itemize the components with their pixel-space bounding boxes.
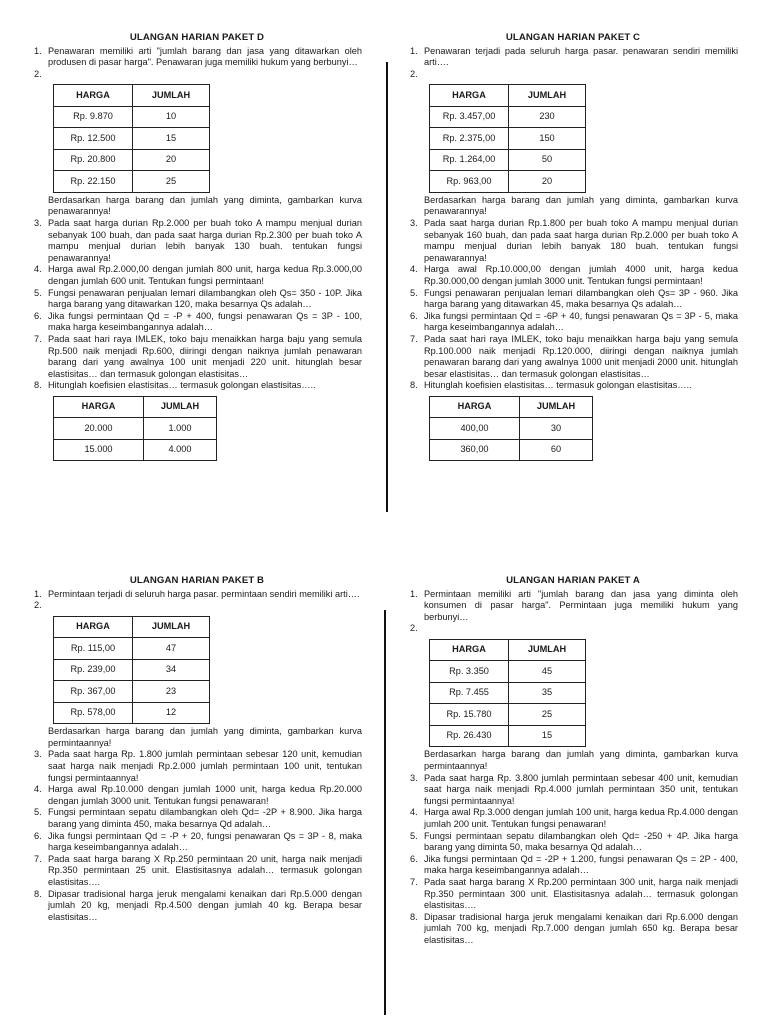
table-row: Rp. 15.780 25: [430, 704, 586, 726]
table-row: Rp. 367,00 23: [54, 681, 210, 703]
question-4: 4. Harga awal Rp.10.000,00 dengan jumlah 4000 unit, harga kedua Rp.30.000,00 dengan jumlah 3000 unit. Tentukan fungsi permintaan!: [410, 264, 738, 287]
question-3: 3. Pada saat harga Rp. 1.800 jumlah permintaan sebesar 120 unit, kemudian saat harga naik menjadi Rp.2.000 jumlah permintaan 100 unit, tentukan fungsi permintaannya!: [34, 749, 362, 783]
paper-title: ULANGAN HARIAN PAKET B: [129, 575, 265, 586]
question-1: 1. Penawaran memiliki arti "jumlah barang dan jasa yang ditawarkan oleh produsen di pasar harga". Penawaran juga memiliki hukum yang berbunyi…: [34, 45, 362, 68]
table-row: Rp. 2.375,00 150: [430, 128, 586, 150]
table-row: Rp. 1.264,00 50: [430, 149, 586, 171]
paket-b: [32, 575, 362, 923]
question-3: 3. Pada saat harga durian Rp.2.000 per buah toko A mampu menjual durian sebanyak 100 buah, dan pada saat harga durian Rp.2.300 per buah toko A mampu menjual durian lebih banyak 130 buah. tentukan fungsi penawarannya!: [34, 218, 362, 263]
table-row: Rp. 26.430 15: [430, 725, 586, 747]
question-4: 4. Harga awal Rp.2.000,00 dengan jumlah 800 unit, harga kedua Rp.3.000,00 dengan jumlah 600 unit. Tentukan fungsi permintaan!: [34, 264, 362, 287]
paper-title: ULANGAN HARIAN PAKET A: [506, 575, 640, 586]
question-4: 4. Harga awal Rp.3.000 dengan jumlah 100 unit, harga kedua Rp.4.000 dengan jumlah 200 unit. Tentukan fungsi penawaran!: [410, 807, 738, 830]
question-2: 2. HARGA JUMLAH Rp. 3.350 45 Rp. 7.455 35 Rp. 15.780 25 Rp. 26.430 15 Berdasarkan harga barang dan jumlah yang diminta, gambarkan kurva permintaannya!: [410, 623, 738, 772]
question-2: 2. HARGA JUMLAH Rp. 115,00 47 Rp. 239,00 34 Rp. 367,00 23 Rp. 578,00 12 Berdasarkan harga barang dan jumlah yang diminta, gambarkan kurva permintaannya!: [34, 600, 362, 748]
question-1: 1. Permintaan terjadi di seluruh harga pasar. permintaan sendiri memiliki arti….: [34, 588, 360, 599]
question-7: 7. Pada saat hari raya IMLEK, toko baju menaikkan harga baju yang semula Rp.500 naik menjadi Rp.600, diiringi dengan naiknya jumlah penawaran barang dari yang awalnya 100 unit menjadi 220 unit. hitunglah besar elastisitas… dan termasuk golongan elastisitas…: [34, 334, 362, 379]
table-row: 15.000 4.000: [54, 439, 217, 461]
question-5: 5. Fungsi penawaran penjualan lemari dilambangkan oleh Qs= 350 - 10P. Jika harga barang yang ditawarkan 120, maka besarnya Qs adalah…: [34, 287, 362, 310]
question-1: 1. Penawaran terjadi pada seluruh harga pasar. penawaran sendiri memiliki arti….: [410, 45, 738, 68]
price-quantity-table: HARGA JUMLAH Rp. 3.350 45 Rp. 7.455 35 Rp. 15.780 25 Rp. 26.430 15: [429, 639, 586, 748]
question-4: 4. Harga awal Rp.10.000 dengan jumlah 1000 unit, harga kedua Rp.20.000 dengan jumlah 3000 unit. Tentukan fungsi penawaran!: [34, 784, 362, 806]
divider-line-top: [386, 62, 388, 512]
price-quantity-table: HARGA JUMLAH Rp. 3.457,00 230 Rp. 2.375,00 150 Rp. 1.264,00 50 Rp. 963,00 20: [429, 84, 586, 193]
table-row: 400,00 30: [430, 418, 593, 440]
table-row: Rp. 239,00 34: [54, 659, 210, 681]
paper-title: ULANGAN HARIAN PAKET C: [505, 32, 641, 43]
question-5: 5. Fungsi permintaan sepatu dilambangkan oleh Qd= -2P + 8.900. Jika harga barang yang diminta 450, maka besarnya Qd adalah…: [34, 807, 362, 830]
elasticity-table: HARGA JUMLAH 400,00 30 360,00 60: [429, 396, 593, 462]
table-row: Rp. 9.870 10: [54, 106, 210, 128]
table-row: 360,00 60: [430, 439, 593, 461]
question-7: 7. Pada saat hari raya IMLEK, toko baju menaikkan harga baju yang semula Rp.100.000 naik menjadi Rp.120.000, diiringi dengan naiknya jumlah penawaran barang dari yang awalnya 1000 unit menjadi 2000 unit. hitunglah besar elastisitas… dan termasuk golongan elastisitas…: [410, 334, 738, 379]
divider-line-bottom: [384, 610, 386, 1015]
table-row: Rp. 3.457,00 230: [430, 106, 586, 128]
paper-title: ULANGAN HARIAN PAKET D: [129, 32, 265, 43]
question-6: 6. Jika fungsi permintaan Qd = -P + 400, fungsi penawaran Qs = 3P - 100, maka harga keseimbangannya adalah…: [34, 310, 362, 333]
table-row: Rp. 22.150 25: [54, 171, 210, 193]
question-5: 5. Fungsi permintaan sepatu dilambangkan oleh Qd= -250 + 4P. Jika harga barang yang diminta 50, maka besarnya Qd adalah…: [410, 830, 738, 853]
paket-a: [408, 575, 738, 947]
table-row: Rp. 12.500 15: [54, 128, 210, 150]
question-2: 2. HARGA JUMLAH Rp. 3.457,00 230 Rp. 2.375,00 150 Rp. 1.264,00 50 Rp. 963,00 20 Berdasarkan harga barang dan jumlah yang diminta, gambarkan kurva penawarannya!: [410, 68, 738, 217]
question-1: 1. Permintaan memiliki arti "jumlah barang dan jasa yang diminta oleh konsumen di pasar harga". Permintaan juga memiliki hukum yang berbunyi…: [410, 588, 738, 622]
table-row: Rp. 7.455 35: [430, 682, 586, 704]
table-row: 20.000 1.000: [54, 418, 217, 440]
question-7: 7. Pada saat harga barang X Rp.250 permintaan 20 unit, harga naik menjadi Rp.350 permintaan 25 unit. Elastisitasnya adalah… termasuk golongan elastisitas….: [34, 853, 362, 887]
paket-c: [408, 32, 738, 463]
question-8: 8. Hitunglah koefisien elastisitas… termasuk golongan elastisitas….. HARGA JUMLAH 400,00 30 360,00 60: [408, 380, 738, 461]
price-quantity-table: HARGA JUMLAH Rp. 9.870 10 Rp. 12.500 15 Rp. 20.800 20 Rp. 22.150 25: [53, 84, 210, 193]
elasticity-table: HARGA JUMLAH 20.000 1.000 15.000 4.000: [53, 396, 217, 462]
table-row: Rp. 115,00 47: [54, 638, 210, 660]
question-6: 6. Jika fungsi permintaan Qd = -6P + 40, fungsi penawaran Qs = 3P - 5, maka harga keseimbangannya adalah…: [410, 310, 738, 333]
question-8: 8. Dipasar tradisional harga jeruk mengalami kenaikan dari Rp.6.000 dengan jumlah 700 kg, menjadi Rp.7.000 dengan jumlah 650 kg. Berapa besar elastisitas…: [410, 911, 738, 945]
question-6: 6. Jika fungsi permintaan Qd = -2P + 1.200, fungsi penawaran Qs = 2P - 400, maka harga keseimbangannya adalah…: [410, 853, 738, 876]
question-5: 5. Fungsi penawaran penjualan lemari dilambangkan oleh Qs= 3P - 960. Jika harga barang yang ditawarkan 45, maka besarnya Qs adalah…: [410, 287, 738, 310]
question-6: 6. Jika fungsi permintaan Qd = -P + 20, fungsi penawaran Qs = 3P - 8, maka harga keseimbangannya adalah…: [34, 830, 362, 853]
question-8: 8. Dipasar tradisional harga jeruk mengalami kenaikan dari Rp.5.000 dengan jumlah 20 kg, menjadi Rp.4.500 dengan jumlah 40 kg. Berapa besar elastisitas…: [34, 888, 362, 922]
question-7: 7. Pada saat harga barang X Rp.200 permintaan 300 unit, harga naik menjadi Rp.350 permintaan 300 unit. Elastisitasnya adalah… termasuk golongan elastisitas….: [410, 877, 738, 911]
table-row: Rp. 20.800 20: [54, 149, 210, 171]
question-3: 3. Pada saat harga Rp. 3.800 jumlah permintaan sebesar 400 unit, kemudian saat harga naik menjadi Rp.4.000 jumlah permintaan 350 unit, tentukan fungsi permintaannya!: [410, 772, 738, 806]
price-quantity-table: HARGA JUMLAH Rp. 115,00 47 Rp. 239,00 34 Rp. 367,00 23 Rp. 578,00 12: [53, 616, 210, 725]
question-8: 8. Hitunglah koefisien elastisitas… termasuk golongan elastisitas….. HARGA JUMLAH 20.000 1.000 15.000 4.000: [32, 380, 362, 461]
table-row: Rp. 963,00 20: [430, 171, 586, 193]
question-3: 3. Pada saat harga durian Rp.1.800 per buah toko A mampu menjual durian sebanyak 160 buah, dan pada saat harga durian Rp.2.000 per buah toko A mampu menjual durian lebih banyak 180 buah. tentukan fungsi penawarannya!: [410, 218, 738, 263]
question-2: 2. HARGA JUMLAH Rp. 9.870 10 Rp. 12.500 15 Rp. 20.800 20 Rp. 22.150 25 Berdasarkan harga barang dan jumlah yang diminta, gambarkan kurva penawarannya!: [34, 68, 362, 217]
table-row: Rp. 3.350 45: [430, 661, 586, 683]
table-row: Rp. 578,00 12: [54, 702, 210, 724]
paket-d: [32, 32, 362, 463]
